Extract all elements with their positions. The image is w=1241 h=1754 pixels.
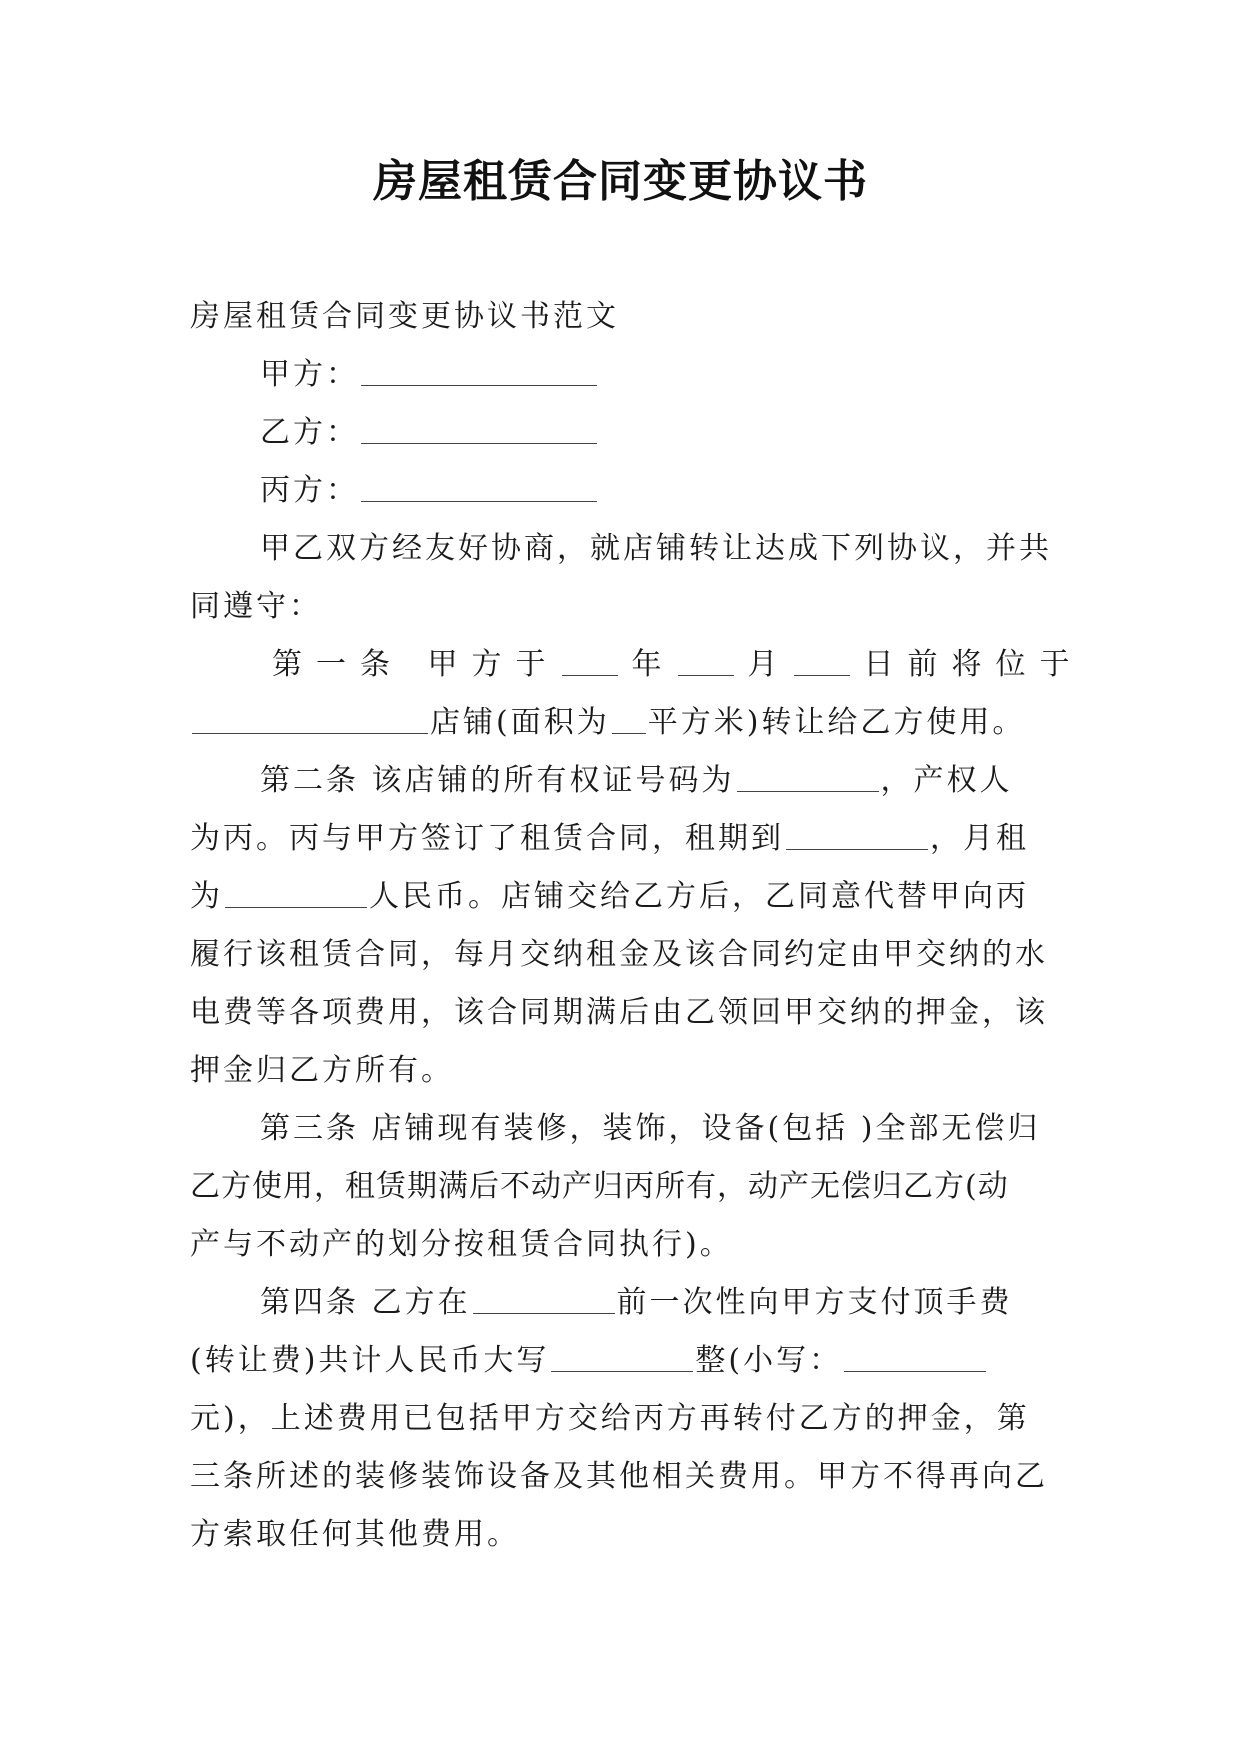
article-4-text-1b: 前一次性向甲方支付顶手费 bbox=[616, 1285, 1013, 1320]
article-4-line-5: 方索取任何其他费用。 bbox=[190, 1517, 520, 1552]
article-2-line-6: 押金归乙方所有。 bbox=[190, 1053, 454, 1088]
party-a-line bbox=[190, 346, 1050, 404]
article-1-month-label: 月 bbox=[747, 647, 792, 682]
party-b-line bbox=[190, 404, 1050, 462]
party-a-blank bbox=[361, 357, 597, 386]
article-2-line-4: 履行该租赁合同，每月交纳租金及该合同约定由甲交纳的水 bbox=[190, 937, 1048, 972]
article-1-heading: 第一条 bbox=[272, 647, 404, 682]
article-4-line-2 bbox=[190, 1332, 1050, 1390]
article-2-line-2 bbox=[190, 810, 1050, 868]
party-c-label: 丙方： bbox=[260, 473, 359, 508]
article-4-date-blank bbox=[473, 1285, 615, 1314]
article-3-line-1: 第三条 店铺现有装修，装饰，设备(包括 )全部无偿归 bbox=[260, 1111, 1041, 1146]
article-2-text-2b: ，月租 bbox=[930, 821, 1029, 856]
article-2-text-1b: ，产权人 bbox=[880, 763, 1013, 798]
article-1-year-blank bbox=[562, 647, 618, 676]
article-2-line-1 bbox=[190, 752, 1050, 810]
article-4-amount-digits-blank bbox=[844, 1343, 986, 1372]
article-2-text-1a: 第二条 该店铺的所有权证号码为 bbox=[260, 763, 735, 798]
article-1-line-2 bbox=[190, 694, 1050, 752]
article-2-line-3 bbox=[190, 868, 1050, 926]
article-1-text-d: 平方米)转让给乙方使用。 bbox=[647, 705, 1026, 740]
article-2-text-3b: 人民币。店铺交给乙方后，乙同意代替甲向丙 bbox=[369, 879, 1029, 914]
document-body bbox=[190, 288, 1084, 1564]
article-4-line-3: 元)，上述费用已包括甲方交给丙方再转付乙方的押金，第 bbox=[190, 1401, 1030, 1436]
article-1-location-blank bbox=[192, 705, 428, 734]
article-2-cert-blank bbox=[737, 763, 879, 792]
article-3-line-3: 产与不动产的划分按租赁合同执行)。 bbox=[190, 1227, 733, 1262]
article-4-line-4: 三条所述的装修装饰设备及其他相关费用。甲方不得再向乙 bbox=[190, 1459, 1048, 1494]
article-1-area-blank bbox=[612, 705, 646, 734]
party-b-blank bbox=[361, 415, 597, 444]
article-1-year-label: 年 bbox=[631, 647, 676, 682]
article-2-line-5: 电费等各项费用，该合同期满后由乙领回甲交纳的押金，该 bbox=[190, 995, 1048, 1030]
party-c-line bbox=[190, 462, 1050, 520]
party-c-blank bbox=[361, 473, 597, 502]
article-2-rent-blank bbox=[225, 879, 367, 908]
document-subtitle: 房屋租赁合同变更协议书范文 bbox=[190, 299, 619, 334]
article-4-text-2b: 整(小写： bbox=[695, 1343, 843, 1378]
article-1-month-blank bbox=[678, 647, 734, 676]
article-1-text-b: 日前将位于 bbox=[863, 647, 1084, 682]
article-4-text-2a: (转让费)共计人民币大写 bbox=[190, 1343, 550, 1378]
intro-line-1: 甲乙双方经友好协商，就店铺转让达成下列协议，并共 bbox=[260, 531, 1052, 566]
intro-line-2: 同遵守： bbox=[190, 589, 322, 624]
article-1-text-a: 甲方于 bbox=[427, 647, 560, 682]
article-4-amount-words-blank bbox=[551, 1343, 693, 1372]
article-1-day-blank bbox=[794, 647, 850, 676]
article-3-line-2: 乙方使用，租赁期满后不动产归丙所有，动产无偿归乙方(动 bbox=[190, 1169, 1009, 1204]
party-a-label: 甲方： bbox=[260, 357, 359, 392]
article-1-line-1 bbox=[190, 636, 1084, 694]
document-title: 房屋租赁合同变更协议书 bbox=[373, 156, 868, 207]
article-1-text-c: 店铺(面积为 bbox=[430, 705, 610, 740]
article-2-term-blank bbox=[786, 821, 928, 850]
article-2-text-3a: 为 bbox=[190, 879, 223, 914]
article-2-text-2a: 为丙。丙与甲方签订了租赁合同，租期到 bbox=[190, 821, 784, 856]
article-4-text-1a: 第四条 乙方在 bbox=[260, 1285, 471, 1320]
article-4-line-1 bbox=[190, 1274, 1050, 1332]
party-b-label: 乙方： bbox=[260, 415, 359, 450]
